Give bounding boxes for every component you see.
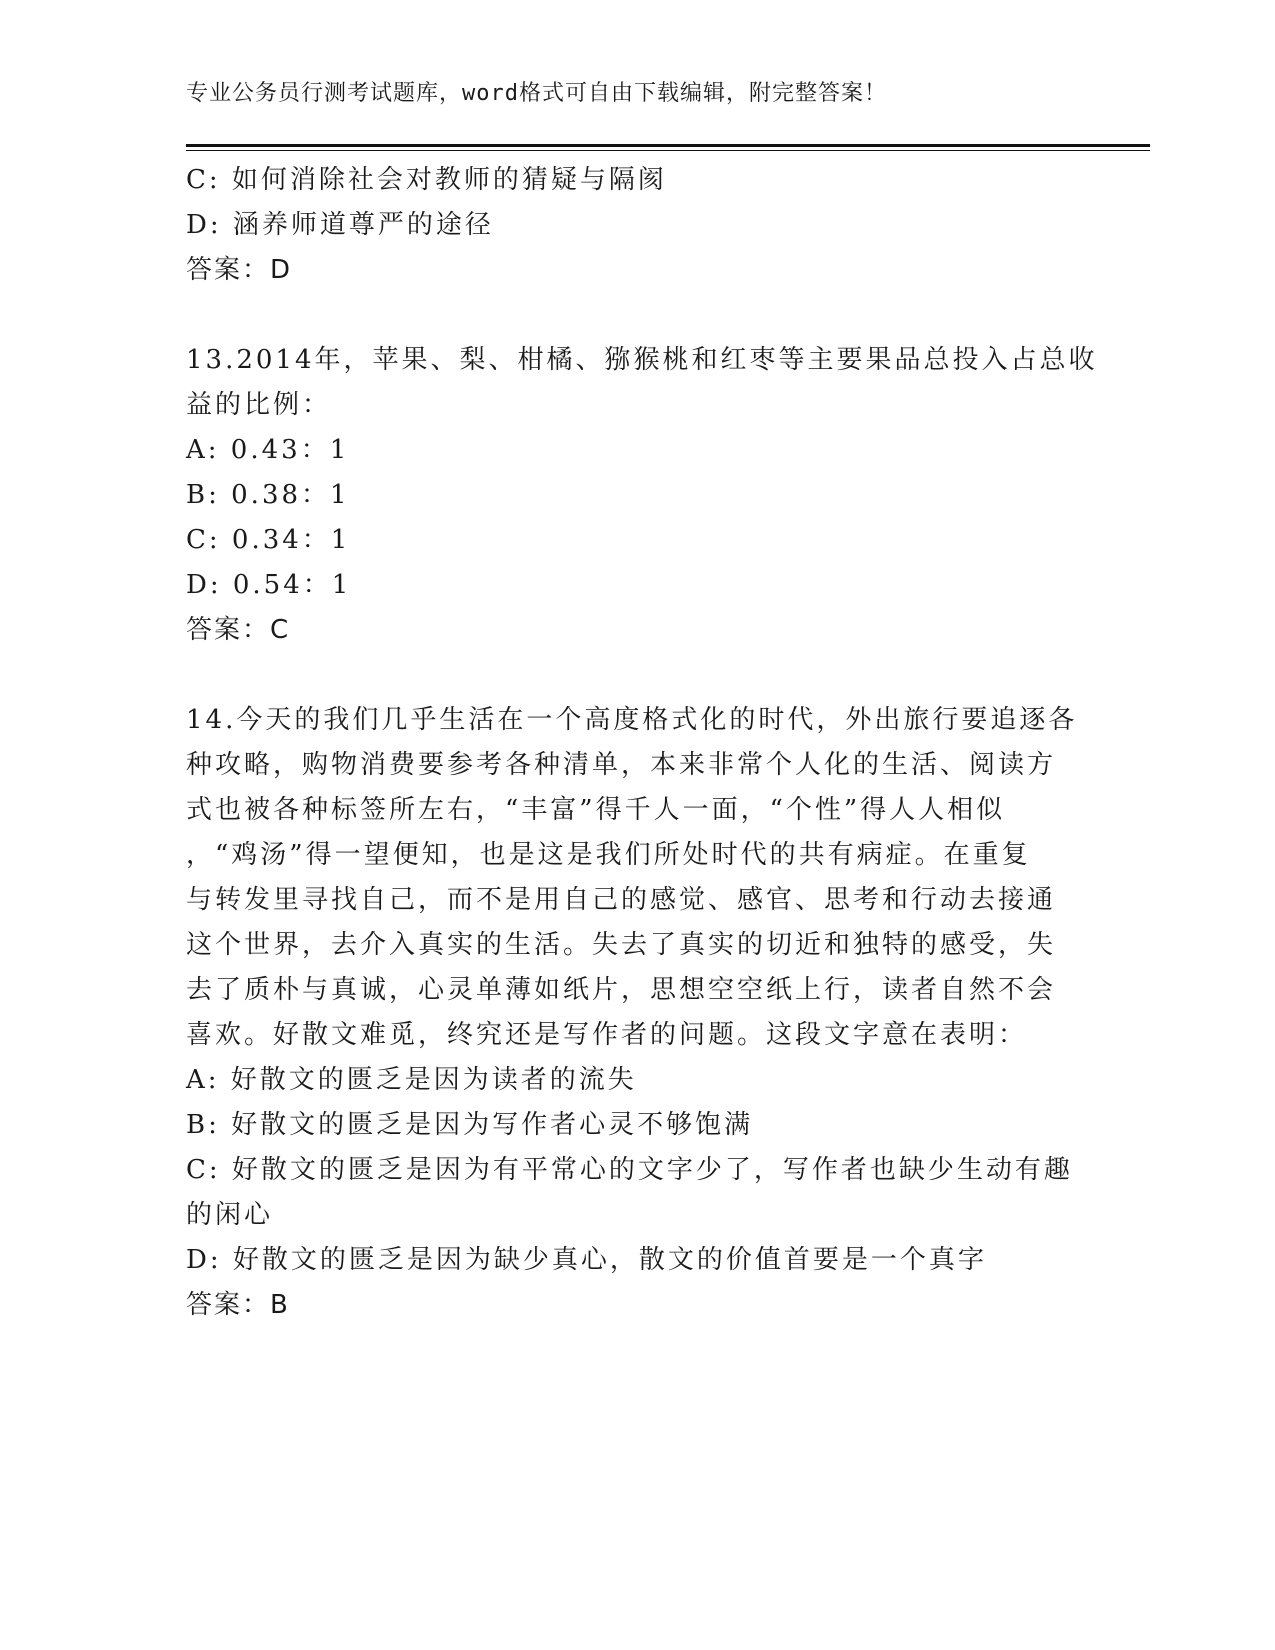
option-b: B: 0.38：1: [186, 480, 350, 510]
header-rule-thin: [186, 150, 1150, 151]
question-stem-line: 这个世界，去介入真实的生活。失去了真实的切近和独特的感受，失: [186, 930, 1057, 960]
question-stem-line: 去了质朴与真诚，心灵单薄如纸片，思想空空纸上行，读者自然不会: [186, 975, 1057, 1005]
question-13: [186, 338, 1098, 653]
spacer: [186, 653, 1086, 698]
question-stem-line: 13.2014年，苹果、梨、柑橘、猕猴桃和红枣等主要果品总投入占总收: [186, 345, 1098, 375]
option-d: D: 涵养师道尊严的途径: [186, 210, 494, 240]
question-stem-line: 益的比例：: [186, 390, 332, 420]
option-c: C: 如何消除社会对教师的猜疑与隔阂: [186, 165, 667, 195]
header-note: 专业公务员行测考试题库，word格式可自由下载编辑，附完整答案！: [186, 81, 887, 106]
question-stem-line: ，“鸡汤”得一望便知，也是这是我们所处时代的共有病症。在重复: [186, 840, 1031, 870]
question-stem-line: 式也被各种标签所左右，“丰富”得千人一面，“个性”得人人相似: [186, 795, 1006, 825]
content: [186, 158, 1098, 1328]
option-a: A: 0.43：1: [186, 435, 350, 465]
question-stem-line: 14.今天的我们几乎生活在一个高度格式化的时代，外出旅行要追逐各: [186, 705, 1078, 735]
header-rule-thick: [186, 144, 1150, 147]
option-c: C: 0.34：1: [186, 525, 351, 555]
option-c: C: 好散文的匮乏是因为有平常心的文字少了，写作者也缺少生动有趣: [186, 1155, 1073, 1185]
question-stem-line: 种攻略，购物消费要参考各种清单，本来非常个人化的生活、阅读方: [186, 750, 1057, 780]
option-c-continuation: 的闲心: [186, 1200, 274, 1230]
option-d: D: 好散文的匮乏是因为缺少真心，散文的价值首要是一个真字: [186, 1245, 987, 1275]
option-b: B: 好散文的匮乏是因为写作者心灵不够饱满: [186, 1110, 754, 1140]
question-14: [186, 698, 1086, 1328]
answer: 答案：B: [186, 1290, 290, 1320]
answer: 答案：C: [186, 615, 291, 645]
spacer: [186, 293, 1086, 338]
option-d: D: 0.54：1: [186, 570, 352, 600]
question-stem-line: 与转发里寻找自己，而不是用自己的感觉、感官、思考和行动去接通: [186, 885, 1057, 915]
question-stem-line: 喜欢。好散文难觅，终究还是写作者的问题。这段文字意在表明：: [186, 1020, 1028, 1050]
question-12: [186, 158, 1086, 293]
answer: 答案：D: [186, 255, 293, 285]
option-a: A: 好散文的匮乏是因为读者的流失: [186, 1065, 637, 1095]
